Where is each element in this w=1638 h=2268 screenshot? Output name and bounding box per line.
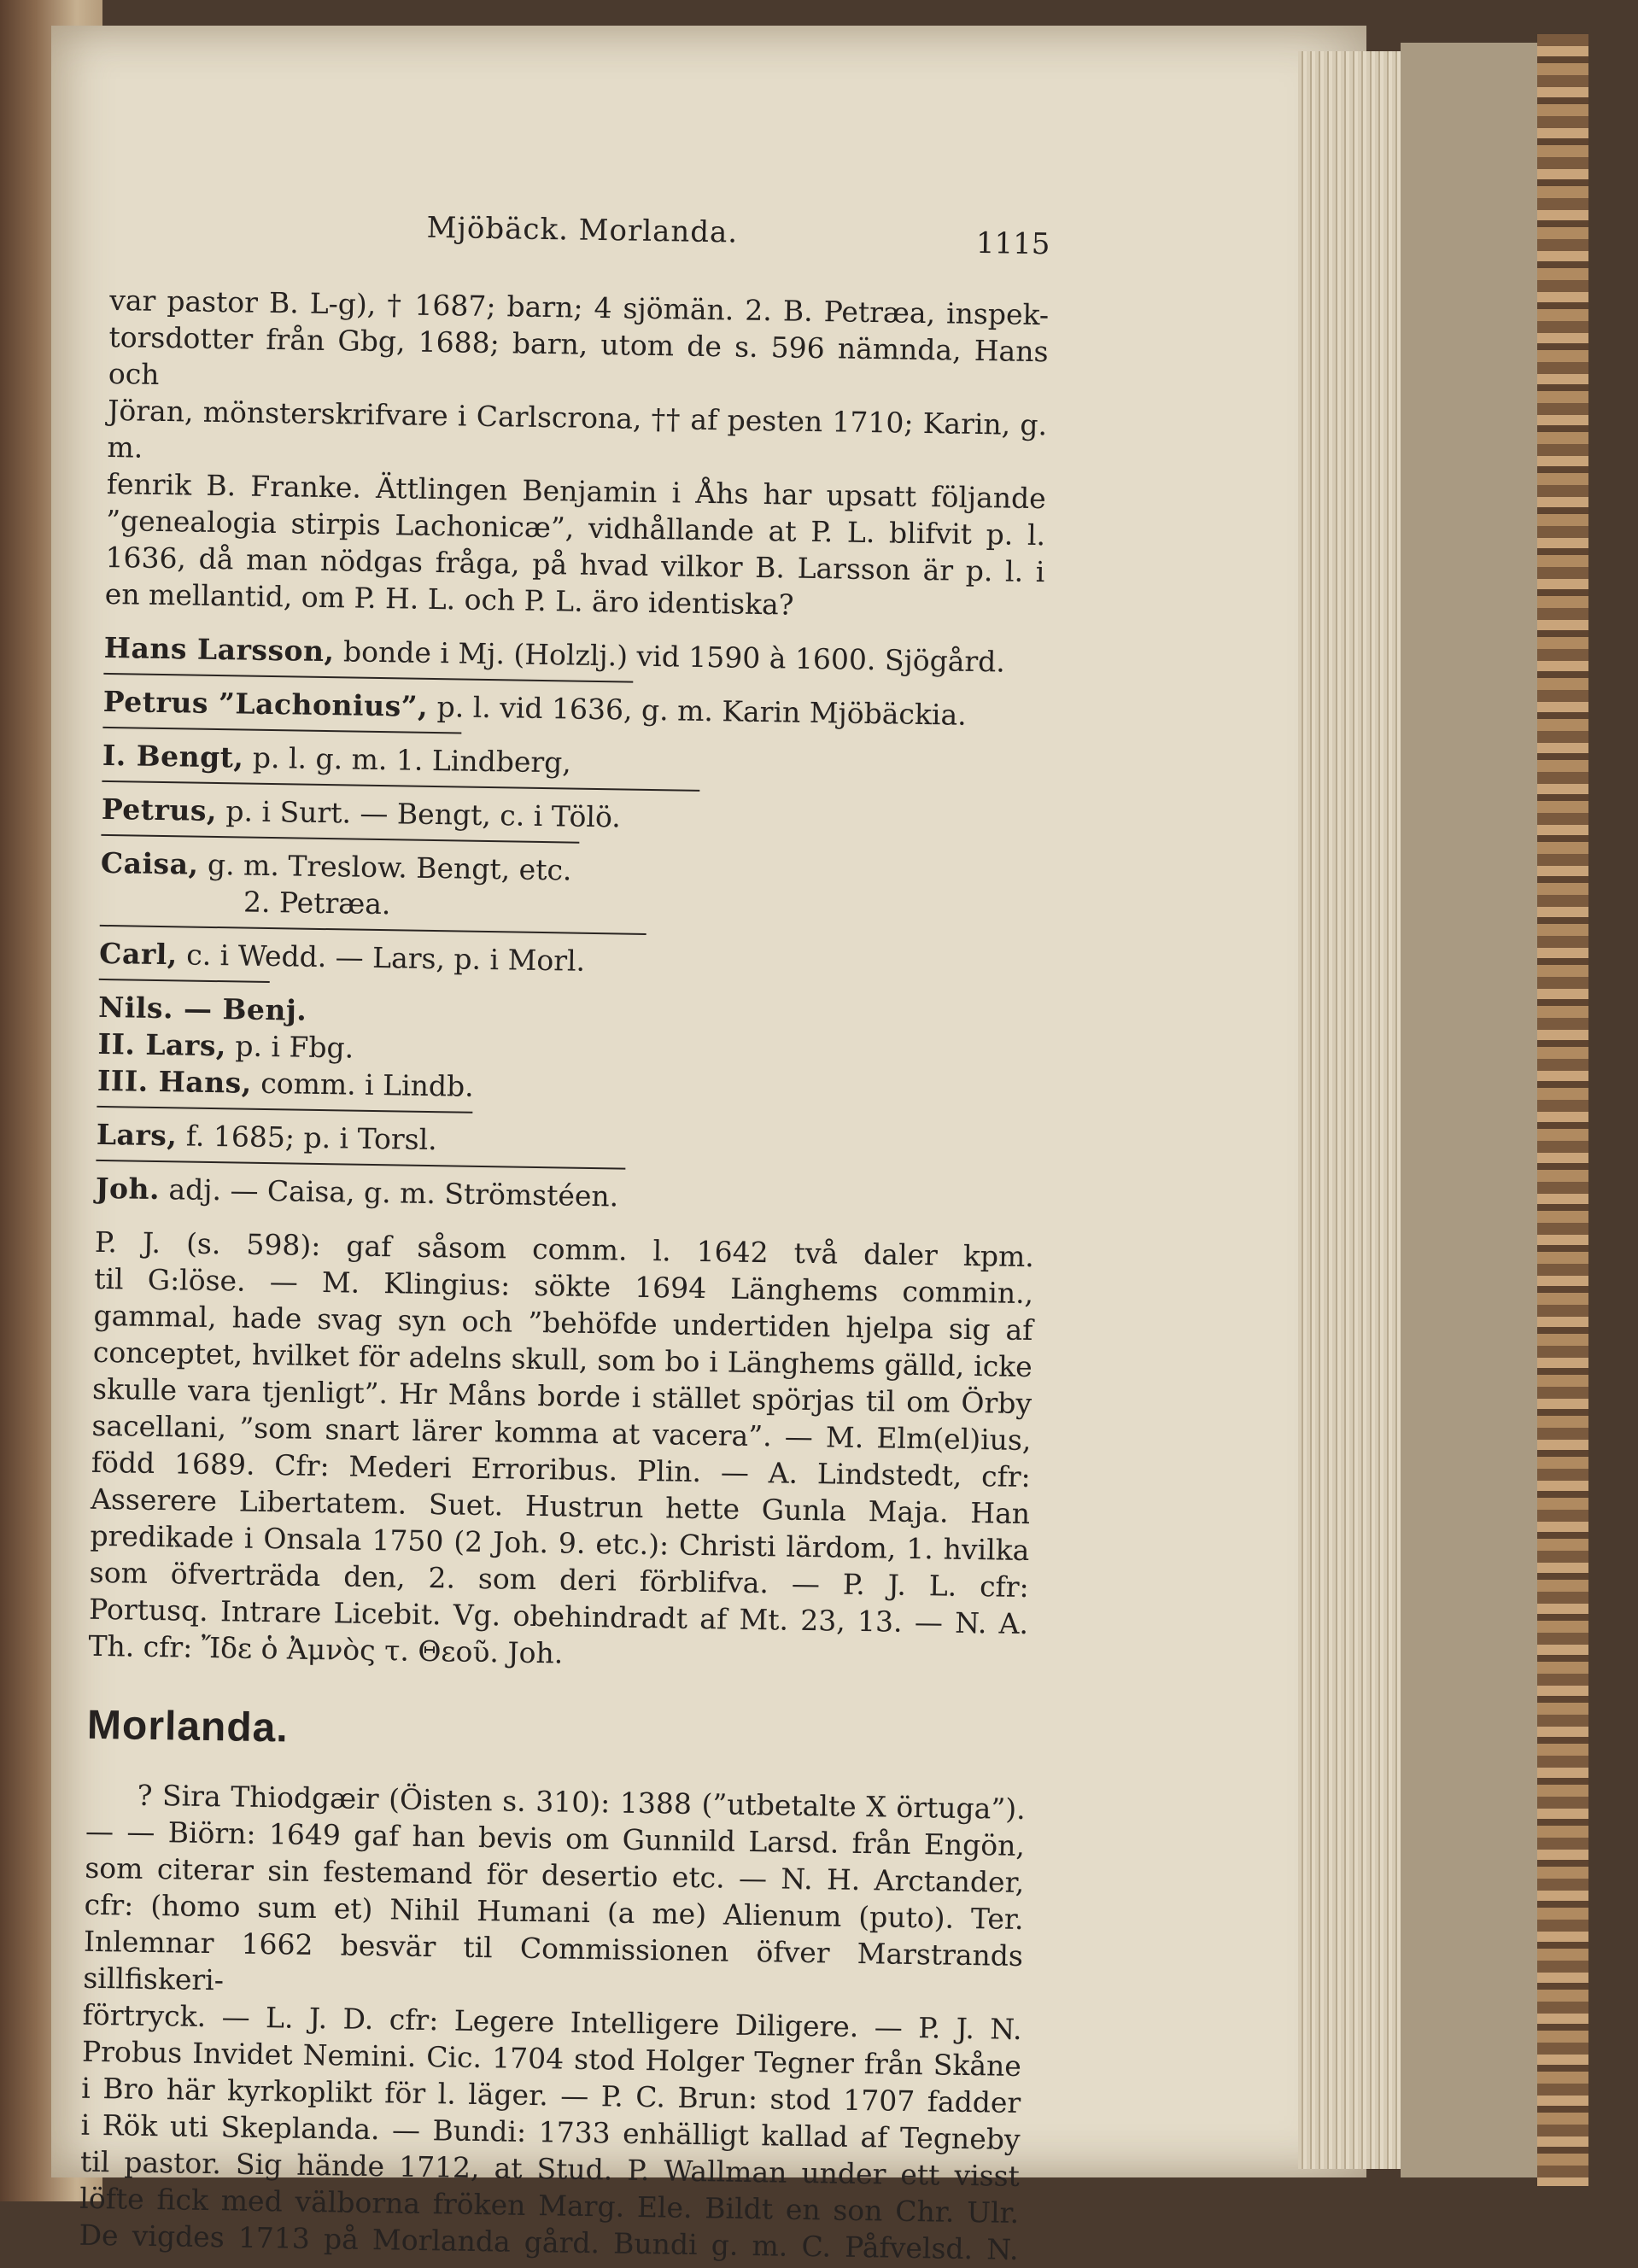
- entry-text: — Benj.: [173, 991, 307, 1027]
- text-line: Th. cfr: Ἴδε ὁ Ἀμνὸς τ. Θεοῦ. Joh.: [88, 1628, 564, 1670]
- person-name: III. Hans,: [97, 1063, 253, 1100]
- entry-text: bonde i Mj. (Holzlj.) vid 1590 à 1600. Sjögård.: [334, 634, 1006, 679]
- entry-text: 2. Petræa.: [99, 882, 391, 921]
- text-line: i Rök uti Skeplanda. — Bundi: 1733 enhälligt kallad af Tegneby: [80, 2107, 1021, 2156]
- text-line: i Bro här kyrkoplikt för l. läger. — P. C. Brun: stod 1707 fadder: [81, 2071, 1021, 2120]
- entry-text: c. i Wedd. — Lars, p. i Morl.: [177, 938, 586, 978]
- text-line: skulle vara tjenligt”. Hr Måns borde i stället spörjas til om Örby: [91, 1371, 1033, 1421]
- page-stack-edge: [1298, 51, 1401, 2169]
- text-line: Inlemnar 1662 besvär til Commissionen öfver Marstrands sillfiskeri-: [83, 1924, 1024, 1997]
- person-name: Hans Larsson,: [103, 630, 335, 669]
- person-name: Nils.: [97, 990, 174, 1026]
- person-name: Petrus,: [101, 792, 218, 828]
- marbled-cover-edge: [1537, 34, 1588, 2186]
- person-name: Joh.: [95, 1171, 161, 1207]
- page-header: [110, 205, 1050, 296]
- cover-board: [1401, 43, 1537, 2177]
- text-line: Probus Invidet Nemini. Cic. 1704 stod Holger Tegner från Skåne: [81, 2034, 1022, 2084]
- text-line: sacellani, ”som snart lärer komma at vacera”. — M. Elm(el)ius,: [91, 1408, 1032, 1458]
- entry-text: p. i Surt. — Bengt, c. i Tölö.: [216, 794, 622, 834]
- text-line: De vigdes 1713 på Morlanda gård. Bundi g. m. C. Påfvelsd. N.: [79, 2218, 1019, 2266]
- text-line: cfr: (homo sum et) Nihil Humani (a me) Alienum (puto). Ter.: [84, 1887, 1024, 1937]
- entry-text: f. 1685; p. i Torsl.: [177, 1119, 438, 1157]
- text-line: torsdotter från Gbg, 1688; barn, utom de s. 596 nämnda, Hans och: [108, 319, 1049, 391]
- body-paragraph: [88, 1224, 1034, 1679]
- section-paragraph: [79, 1776, 1026, 2268]
- person-name: Carl,: [98, 936, 178, 972]
- entry-text: p. i Fbg.: [225, 1029, 354, 1065]
- text-block: [79, 205, 1050, 2268]
- entry-text: p. l. g. m. 1. Lindberg,: [243, 740, 572, 780]
- genealogy-brace: [99, 973, 270, 983]
- person-name: Caisa,: [100, 845, 199, 881]
- page-number: 1115: [975, 225, 1050, 262]
- text-line: Asserere Libertatem. Suet. Hustrun hette Gunla Maja. Han: [90, 1482, 1031, 1531]
- text-line: 1636, då man nödgas fråga, på hvad vilkor B. Larsson är p. l. i: [105, 540, 1045, 589]
- person-name: I. Bengt,: [102, 738, 244, 775]
- text-line: född 1689. Cfr: Mederi Erroribus. Plin. — A. Lindstedt, cfr:: [91, 1445, 1032, 1494]
- text-line: — — Biörn: 1649 gaf han bevis om Gunnild Larsd. från Engön,: [85, 1814, 1026, 1863]
- intro-paragraph: [105, 282, 1050, 627]
- running-head: Mjöbäck. Morlanda.: [426, 210, 739, 250]
- text-line: til pastor. Sig hände 1712, at Stud. P. Wallman under ett visst: [79, 2144, 1021, 2193]
- entry-text: comm. i Lindb.: [251, 1066, 474, 1103]
- text-line: P. J. (s. 598): gaf såsom comm. l. 1642 två daler kpm.: [94, 1225, 1035, 1274]
- section-title: Morlanda.: [86, 1702, 290, 1751]
- entry-text: g. m. Treslow. Bengt, etc.: [198, 847, 572, 887]
- text-line: förtryck. — L. J. D. cfr: Legere Intelligere Diligere. — P. J. N.: [82, 1997, 1022, 2047]
- text-line: som citerar sin festemand för desertio etc. — N. H. Arctander,: [85, 1850, 1025, 1900]
- text-line: gammal, hade svag syn och ”behöfde undertiden hjelpa sig af: [93, 1298, 1033, 1347]
- entry-text: adj. — Caisa, g. m. Strömstéen.: [159, 1172, 619, 1213]
- genealogy-tree: [96, 629, 1044, 1221]
- person-name: II. Lars,: [97, 1026, 227, 1063]
- text-line: Jöran, mönsterskrifvare i Carlscrona, †† af pesten 1710; Karin, g. m.: [107, 393, 1048, 465]
- text-line: var pastor B. L-g), † 1687; barn; 4 sjömän. 2. B. Petræa, inspek-: [108, 283, 1050, 332]
- text-line: ”genealogia stirpis Lachonicæ”, vidhållande at P. L. blifvit p. l.: [105, 503, 1046, 552]
- text-line: ? Sira Thiodgæir (Öisten s. 310): 1388 (”utbetalte X örtuga”).: [137, 1778, 1026, 1827]
- text-line: en mellantid, om P. H. L. och P. L. äro identiska?: [104, 576, 794, 622]
- text-line: til G:löse. — M. Klingius: sökte 1694 Länghems commin.,: [93, 1261, 1034, 1311]
- text-line: som öfverträda den, 2. som deri förblifva. — P. J. L. cfr:: [89, 1555, 1030, 1605]
- text-line: fenrik B. Franke. Ättlingen Benjamin i Åhs har upsatt följande: [106, 466, 1047, 516]
- person-name: Petrus ”Lachonius”,: [102, 684, 429, 723]
- text-line: predikade i Onsala 1750 (2 Joh. 9. etc.): Christi lärdom, 1. hvilka: [90, 1518, 1030, 1568]
- text-line: löfte fick med välborna fröken Marg. Ele. Bildt en son Chr. Ulr.: [79, 2181, 1020, 2230]
- entry-text: p. l. vid 1636, g. m. Karin Mjöbäckia.: [427, 689, 967, 732]
- text-line: Portusq. Intrare Licebit. Vg. obehindradt af Mt. 23, 13. — N. A.: [88, 1592, 1029, 1641]
- text-line: conceptet, hvilket för adelns skull, som bo i Länghems gälld, icke: [92, 1335, 1033, 1384]
- person-name: Lars,: [96, 1117, 178, 1153]
